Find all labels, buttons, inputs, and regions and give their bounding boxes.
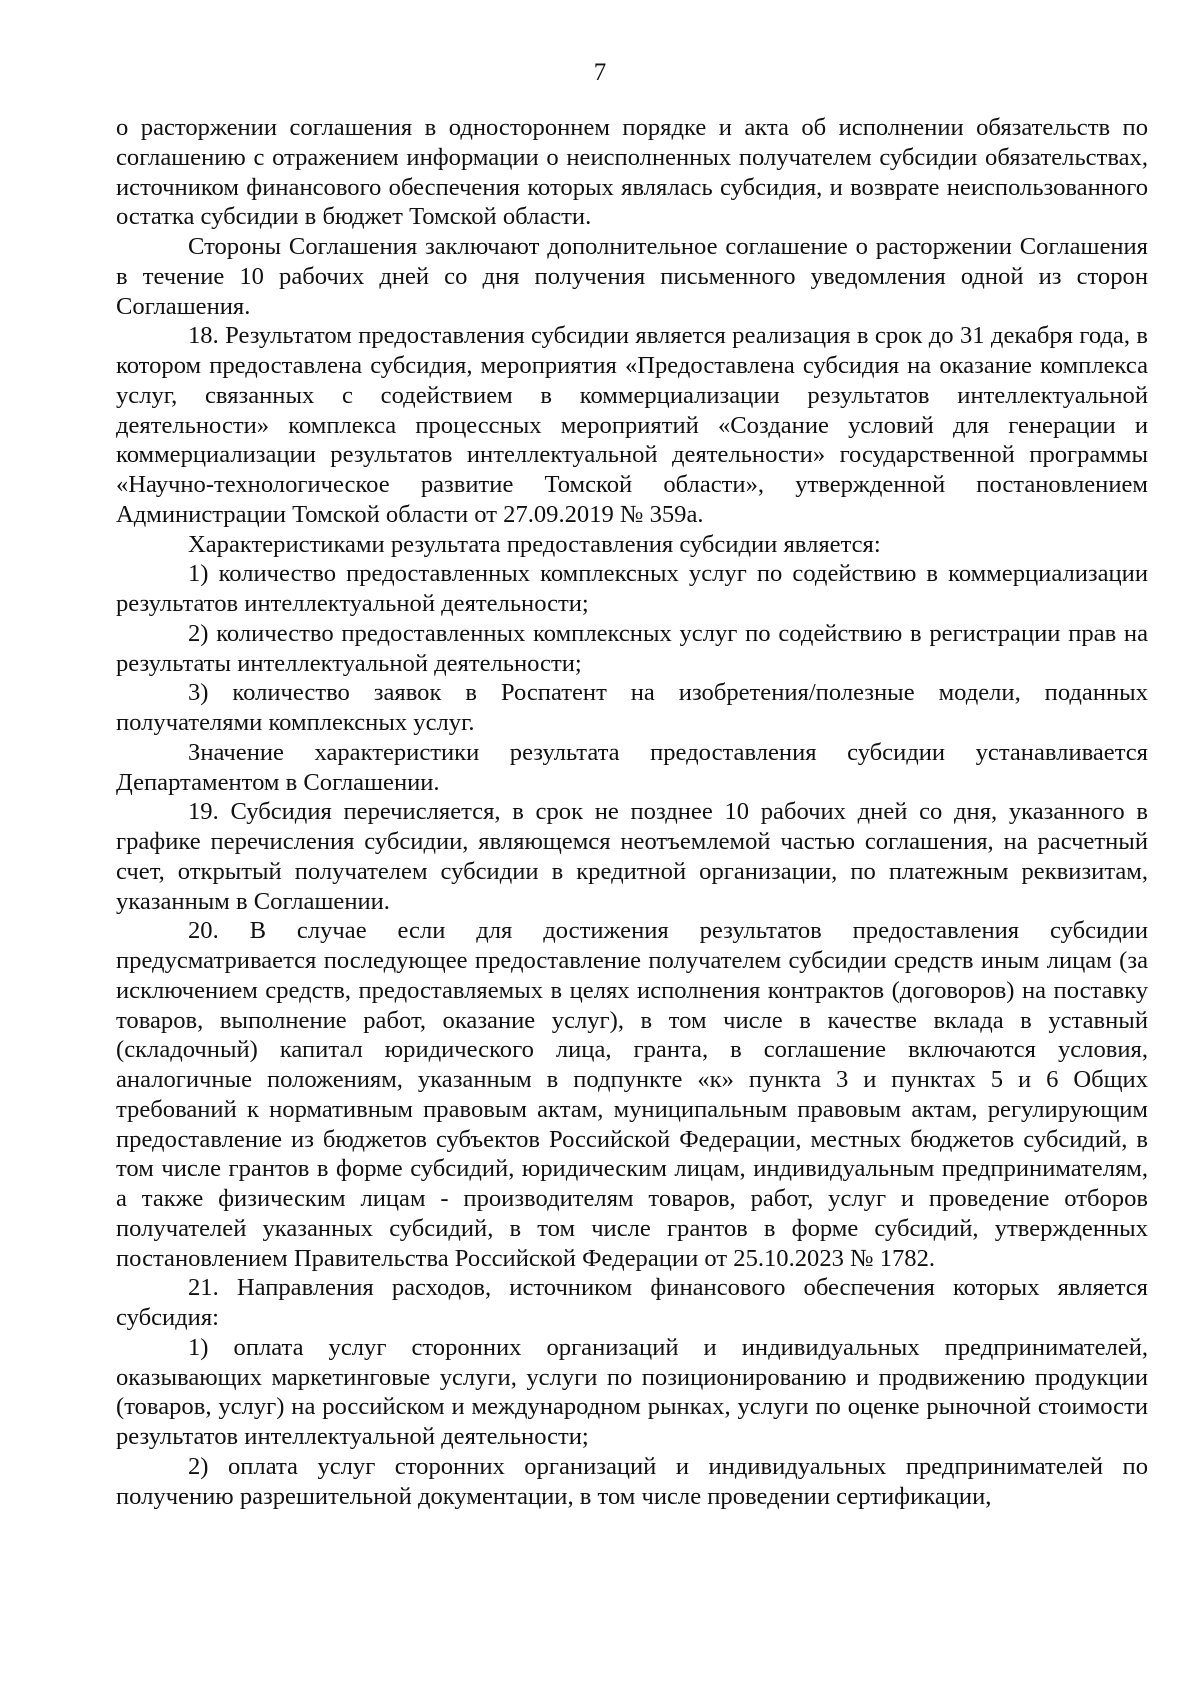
paragraph-termination-agreement: Стороны Соглашения заключают дополнительное соглашение о расторжении Соглашения в течение 10 рабочих дней со дня получения письменного уведомления одной из сторон Соглашения. xyxy=(116,233,1148,320)
paragraph-20-third-parties: 20. В случае если для достижения результатов предоставления субсидии предусматривается последующее предоставление получателем субсидии средств иным лицам (за исключением средств, предоставляемых в целях исполнения контрактов (договоров) на поставку товаров, выполнение работ, оказание услуг), в том числе в качестве вклада в уставный (складочный) капитал юридического лица, гранта, в соглашение включаются условия, аналогичные положениям, указанным в подпункте «к» пункта 3 и пунктах 5 и 6 Общих требований к нормативным правовым актам, муниципальным правовым актам, регулирующим предоставление из бюджетов субъектов Российской Федерации, местных бюджетов субсидий, в том числе грантов в форме субсидий, юридическим лицам, индивидуальным предпринимателям, а также физическим лицам - производителям товаров, работ, услуг и проведение отборов получателей указанных субсидий, в том числе грантов в форме субсидий, утвержденных постановлением Правительства Российской Федерации от 25.10.2023 № 1782. xyxy=(116,917,1148,1272)
paragraph-continuation: о расторжении соглашения в одностороннем порядке и акта об исполнении обязательств по соглашению с отражением информации о неисполненных получателем субсидии обязательствах, источником финансового обеспечения которых являлась субсидия, и возврате неиспользованного остатка субсидии в бюджет Томской области. xyxy=(116,114,1148,231)
list-item-characteristic-3: 3) количество заявок в Роспатент на изобретения/полезные модели, поданных получателями комплексных услуг. xyxy=(116,679,1148,736)
paragraph-19-transfer: 19. Субсидия перечисляется, в срок не позднее 10 рабочих дней со дня, указанного в графике перечисления субсидии, являющемся неотъемлемой частью соглашения, на расчетный счет, открытый получателем субсидии в кредитной организации, по платежным реквизитам, указанным в Соглашении. xyxy=(116,798,1148,915)
paragraph-18-result: 18. Результатом предоставления субсидии является реализация в срок до 31 декабря года, в котором предоставлена субсидия, мероприятия «Предоставлена субсидия на оказание комплекса услуг, связанных с содействием в коммерциализации результатов интеллектуальной деятельности» комплекса процессных мероприятий «Создание условий для генерации и коммерциализации результатов интеллектуальной деятельности» государственной программы «Научно-технологическое развитие Томской области», утвержденной постановлением Администрации Томской области от 27.09.2019 № 359а. xyxy=(116,322,1148,528)
list-item-characteristic-2: 2) количество предоставленных комплексных услуг по содействию в регистрации прав на результаты интеллектуальной деятельности; xyxy=(116,619,1148,677)
page-number: 7 xyxy=(593,59,607,86)
paragraph-characteristic-value: Значение характеристики результата предоставления субсидии устанавливается Департаментом в Соглашении. xyxy=(116,738,1148,796)
document-body xyxy=(116,113,1148,1511)
list-item-characteristic-1: 1) количество предоставленных комплексных услуг по содействию в коммерциализации результатов интеллектуальной деятельности; xyxy=(116,560,1148,617)
paragraph-result-characteristics: Характеристиками результата предоставления субсидии является: xyxy=(188,530,881,558)
list-item-expense-2: 2) оплата услуг сторонних организаций и индивидуальных предпринимателей по получению разрешительной документации, в том числе проведении сертификации, xyxy=(116,1452,1148,1510)
list-item-expense-1: 1) оплата услуг сторонних организаций и индивидуальных предпринимателей, оказывающих маркетинговые услуги, услуги по позиционированию и продвижению продукции (товаров, услуг) на российском и международном рынках, услуги по оценке рыночной стоимости результатов интеллектуальной деятельности; xyxy=(116,1333,1148,1450)
paragraph-21-expense-directions: 21. Направления расходов, источником финансового обеспечения которых является субсидия: xyxy=(116,1274,1148,1331)
